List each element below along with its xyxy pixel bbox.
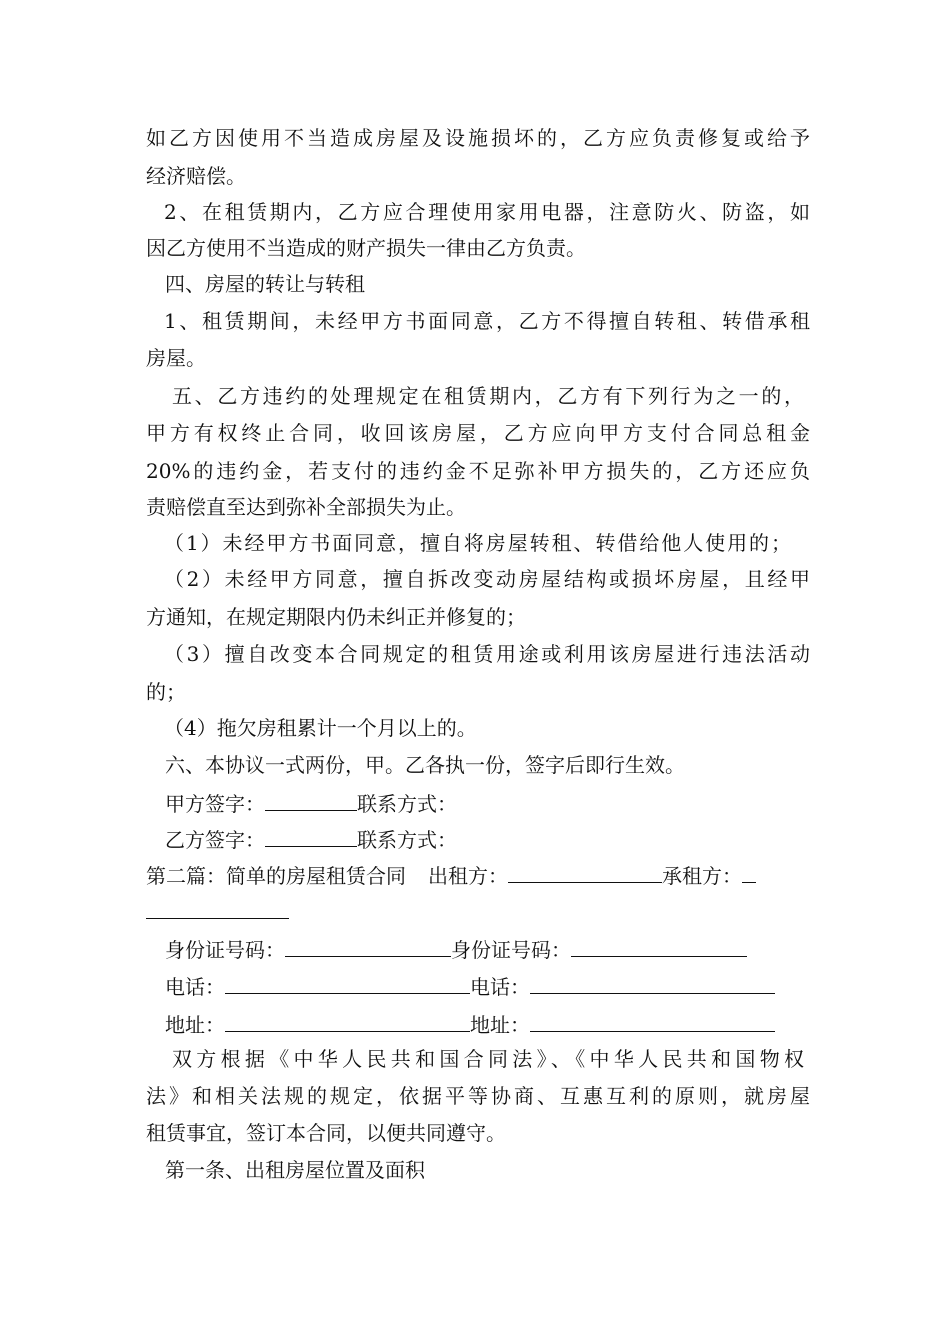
phone-blank-lessor[interactable] [225, 973, 470, 994]
signature-blank[interactable] [265, 826, 357, 847]
text-line: 因乙方使用不当造成的财产损失一律由乙方负责。 [146, 236, 586, 260]
part2-title: 第二篇：简单的房屋租赁合同 [146, 864, 406, 888]
part2-header-line [146, 862, 810, 888]
address-blank-lessee[interactable] [530, 1011, 775, 1032]
text-line: 租赁事宜，签订本合同，以便共同遵守。 [146, 1121, 506, 1145]
id-label-lessee: 身份证号码： [451, 938, 571, 962]
list-item: （3）擅自改变本合同规定的租赁用途或利用该房屋进行违法活动 [164, 642, 810, 666]
id-blank-lessor[interactable] [285, 936, 451, 957]
lessee-label: 承租方： [662, 864, 742, 888]
text-line: 方通知，在规定期限内仍未纠正并修复的； [146, 605, 526, 629]
phone-blank-lessee[interactable] [530, 973, 775, 994]
text-line: 甲方有权终止合同，收回该房屋，乙方应向甲方支付合同总租金 [146, 421, 810, 445]
text-line: 法》和相关法规的规定，依据平等协商、互惠互利的原则，就房屋 [146, 1084, 810, 1108]
text-line: 2、在租赁期内，乙方应合理使用家用电器，注意防火、防盗，如 [164, 200, 810, 224]
text-line: 的； [146, 680, 186, 704]
party-b-signature-line [165, 826, 829, 852]
text-line: 如乙方因使用不当造成房屋及设施损坏的，乙方应负责修复或给予 [146, 126, 810, 150]
text-line: 双方根据《中华人民共和国合同法》、《中华人民共和国物权 [172, 1047, 804, 1071]
section-heading: 四、房屋的转让与转租 [165, 272, 365, 296]
address-blank-lessor[interactable] [225, 1011, 470, 1032]
text-line: 责赔偿直至达到弥补全部损失为止。 [146, 495, 466, 519]
text-line: 六、本协议一式两份，甲。乙各执一份，签字后即行生效。 [165, 753, 685, 777]
phone-label-lessee: 电话： [470, 975, 530, 999]
text-line: 经济赔偿。 [146, 164, 246, 188]
text-line: 房屋。 [146, 346, 206, 370]
text-line: 五、乙方违约的处理规定在租赁期内，乙方有下列行为之一的， [172, 384, 804, 408]
id-number-line [165, 936, 829, 962]
lessee-blank[interactable] [742, 862, 756, 883]
text-line: 1、租赁期间，未经甲方书面同意，乙方不得擅自转租、转借承租 [164, 309, 810, 333]
article-heading: 第一条、出租房屋位置及面积 [165, 1158, 425, 1182]
contact-label: 联系方式： [357, 792, 457, 816]
address-label-lessor: 地址： [165, 1013, 225, 1037]
list-item: （1）未经甲方书面同意，擅自将房屋转租、转借给他人使用的； [164, 531, 791, 555]
address-label-lessee: 地址： [470, 1013, 530, 1037]
signature-blank[interactable] [265, 790, 357, 811]
id-label-lessor: 身份证号码： [165, 938, 285, 962]
list-item: （2）未经甲方同意，擅自拆改变动房屋结构或损坏房屋，且经甲 [164, 567, 810, 591]
party-b-signature-label: 乙方签字： [165, 828, 265, 852]
party-a-signature-label: 甲方签字： [165, 792, 265, 816]
lessor-blank[interactable] [508, 862, 662, 883]
contact-label: 联系方式： [357, 828, 457, 852]
id-blank-lessee[interactable] [571, 936, 747, 957]
phone-line [165, 973, 829, 999]
party-a-signature-line [165, 790, 829, 816]
phone-label-lessor: 电话： [165, 975, 225, 999]
address-line [165, 1011, 829, 1037]
lessor-label: 出租方： [428, 864, 508, 888]
lessee-blank-continued [146, 898, 810, 924]
list-item: （4）拖欠房租累计一个月以上的。 [164, 716, 477, 740]
lessee-blank-continued[interactable] [146, 898, 289, 919]
text-line: 20%的违约金，若支付的违约金不足弥补甲方损失的，乙方还应负 [146, 459, 810, 483]
